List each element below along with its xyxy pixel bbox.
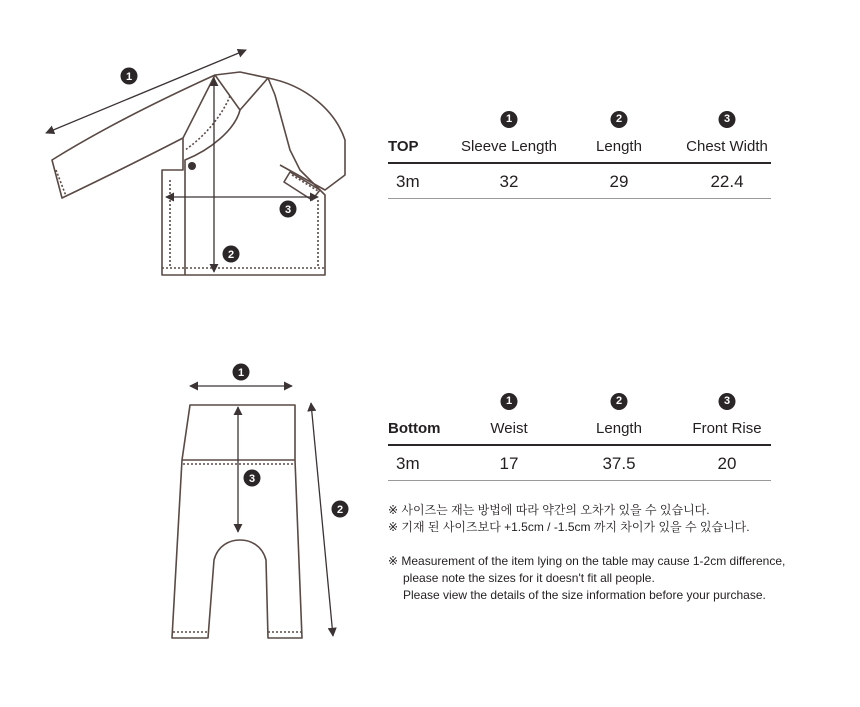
note-kr-2: ※ 기재 된 사이즈보다 +1.5cm / -1.5cm 까지 차이가 있을 수 있습니다.: [388, 520, 750, 534]
left-sleeve-outline: [52, 75, 215, 198]
note-kr-1: ※ 사이즈는 재는 방법에 따라 약간의 오차가 있을 수 있습니다.: [388, 503, 710, 517]
note-en-1: ※ Measurement of the item lying on the table may cause 1-2cm difference,: [388, 554, 786, 568]
top-col-marker-3: 3: [719, 111, 736, 128]
top-row-sleeve-length: 32: [499, 172, 519, 191]
top-header-chest-width: Chest Width: [686, 138, 768, 155]
bottom-header-front-rise: Front Rise: [692, 420, 762, 437]
top-row-size: 3m: [396, 172, 420, 191]
bottom-row-size: 3m: [396, 454, 420, 473]
top-size-table: [388, 110, 771, 199]
top-garment-illustration: [52, 72, 345, 275]
note-en-2: please note the sizes for it doesn't fit all people.: [403, 571, 655, 585]
bottom-marker-1: [233, 364, 250, 381]
svg-text:3: 3: [284, 204, 292, 216]
button-dot: [188, 162, 196, 170]
svg-text:1: 1: [125, 71, 133, 83]
top-table-header: [388, 134, 771, 164]
svg-text:3: 3: [248, 473, 256, 485]
bottom-header-waist: Weist: [490, 420, 528, 437]
top-header-sleeve-length: Sleeve Length: [461, 138, 557, 155]
bottom-marker-2: [332, 501, 349, 518]
bottom-col-marker-3: 3: [719, 393, 736, 410]
svg-text:2: 2: [227, 249, 235, 261]
size-notes: [388, 502, 785, 604]
bottom-table-markers: [388, 392, 771, 416]
bottom-row-length: 37.5: [602, 454, 636, 473]
svg-text:2: 2: [336, 504, 344, 516]
bottom-header-length: Length: [596, 420, 642, 437]
top-col-marker-1: 1: [501, 111, 518, 128]
table-row: [388, 164, 771, 199]
top-marker-1: [121, 68, 138, 85]
bottom-size-table: [388, 392, 771, 481]
top-body-outline: [162, 72, 325, 275]
bottom-row-waist: 17: [499, 454, 519, 473]
top-row-length: 29: [609, 172, 629, 191]
svg-text:1: 1: [237, 367, 245, 379]
top-header-label: TOP: [388, 138, 419, 155]
bottom-marker-3: [244, 470, 261, 487]
bottom-row-front-rise: 20: [717, 454, 737, 473]
bottom-col-marker-1: 1: [501, 393, 518, 410]
pants-illustration: [172, 405, 302, 638]
right-sleeve-outline: [268, 78, 345, 190]
top-marker-2: [223, 246, 240, 263]
right-cuff: [284, 172, 320, 200]
top-row-chest-width: 22.4: [710, 172, 744, 191]
pants-outline: [172, 405, 302, 638]
collar-outline: [215, 75, 268, 110]
top-col-marker-2: 2: [611, 111, 628, 128]
table-row: [388, 446, 771, 481]
bottom-header-label: Bottom: [388, 420, 441, 437]
top-marker-3: [280, 201, 297, 218]
bottom-table-header: [388, 416, 771, 446]
top-header-length: Length: [596, 138, 642, 155]
bottom-length-arrow: [311, 403, 333, 636]
top-table-markers: [388, 110, 771, 134]
bottom-col-marker-2: 2: [611, 393, 628, 410]
note-en-3: Please view the details of the size information before your purchase.: [403, 588, 766, 602]
